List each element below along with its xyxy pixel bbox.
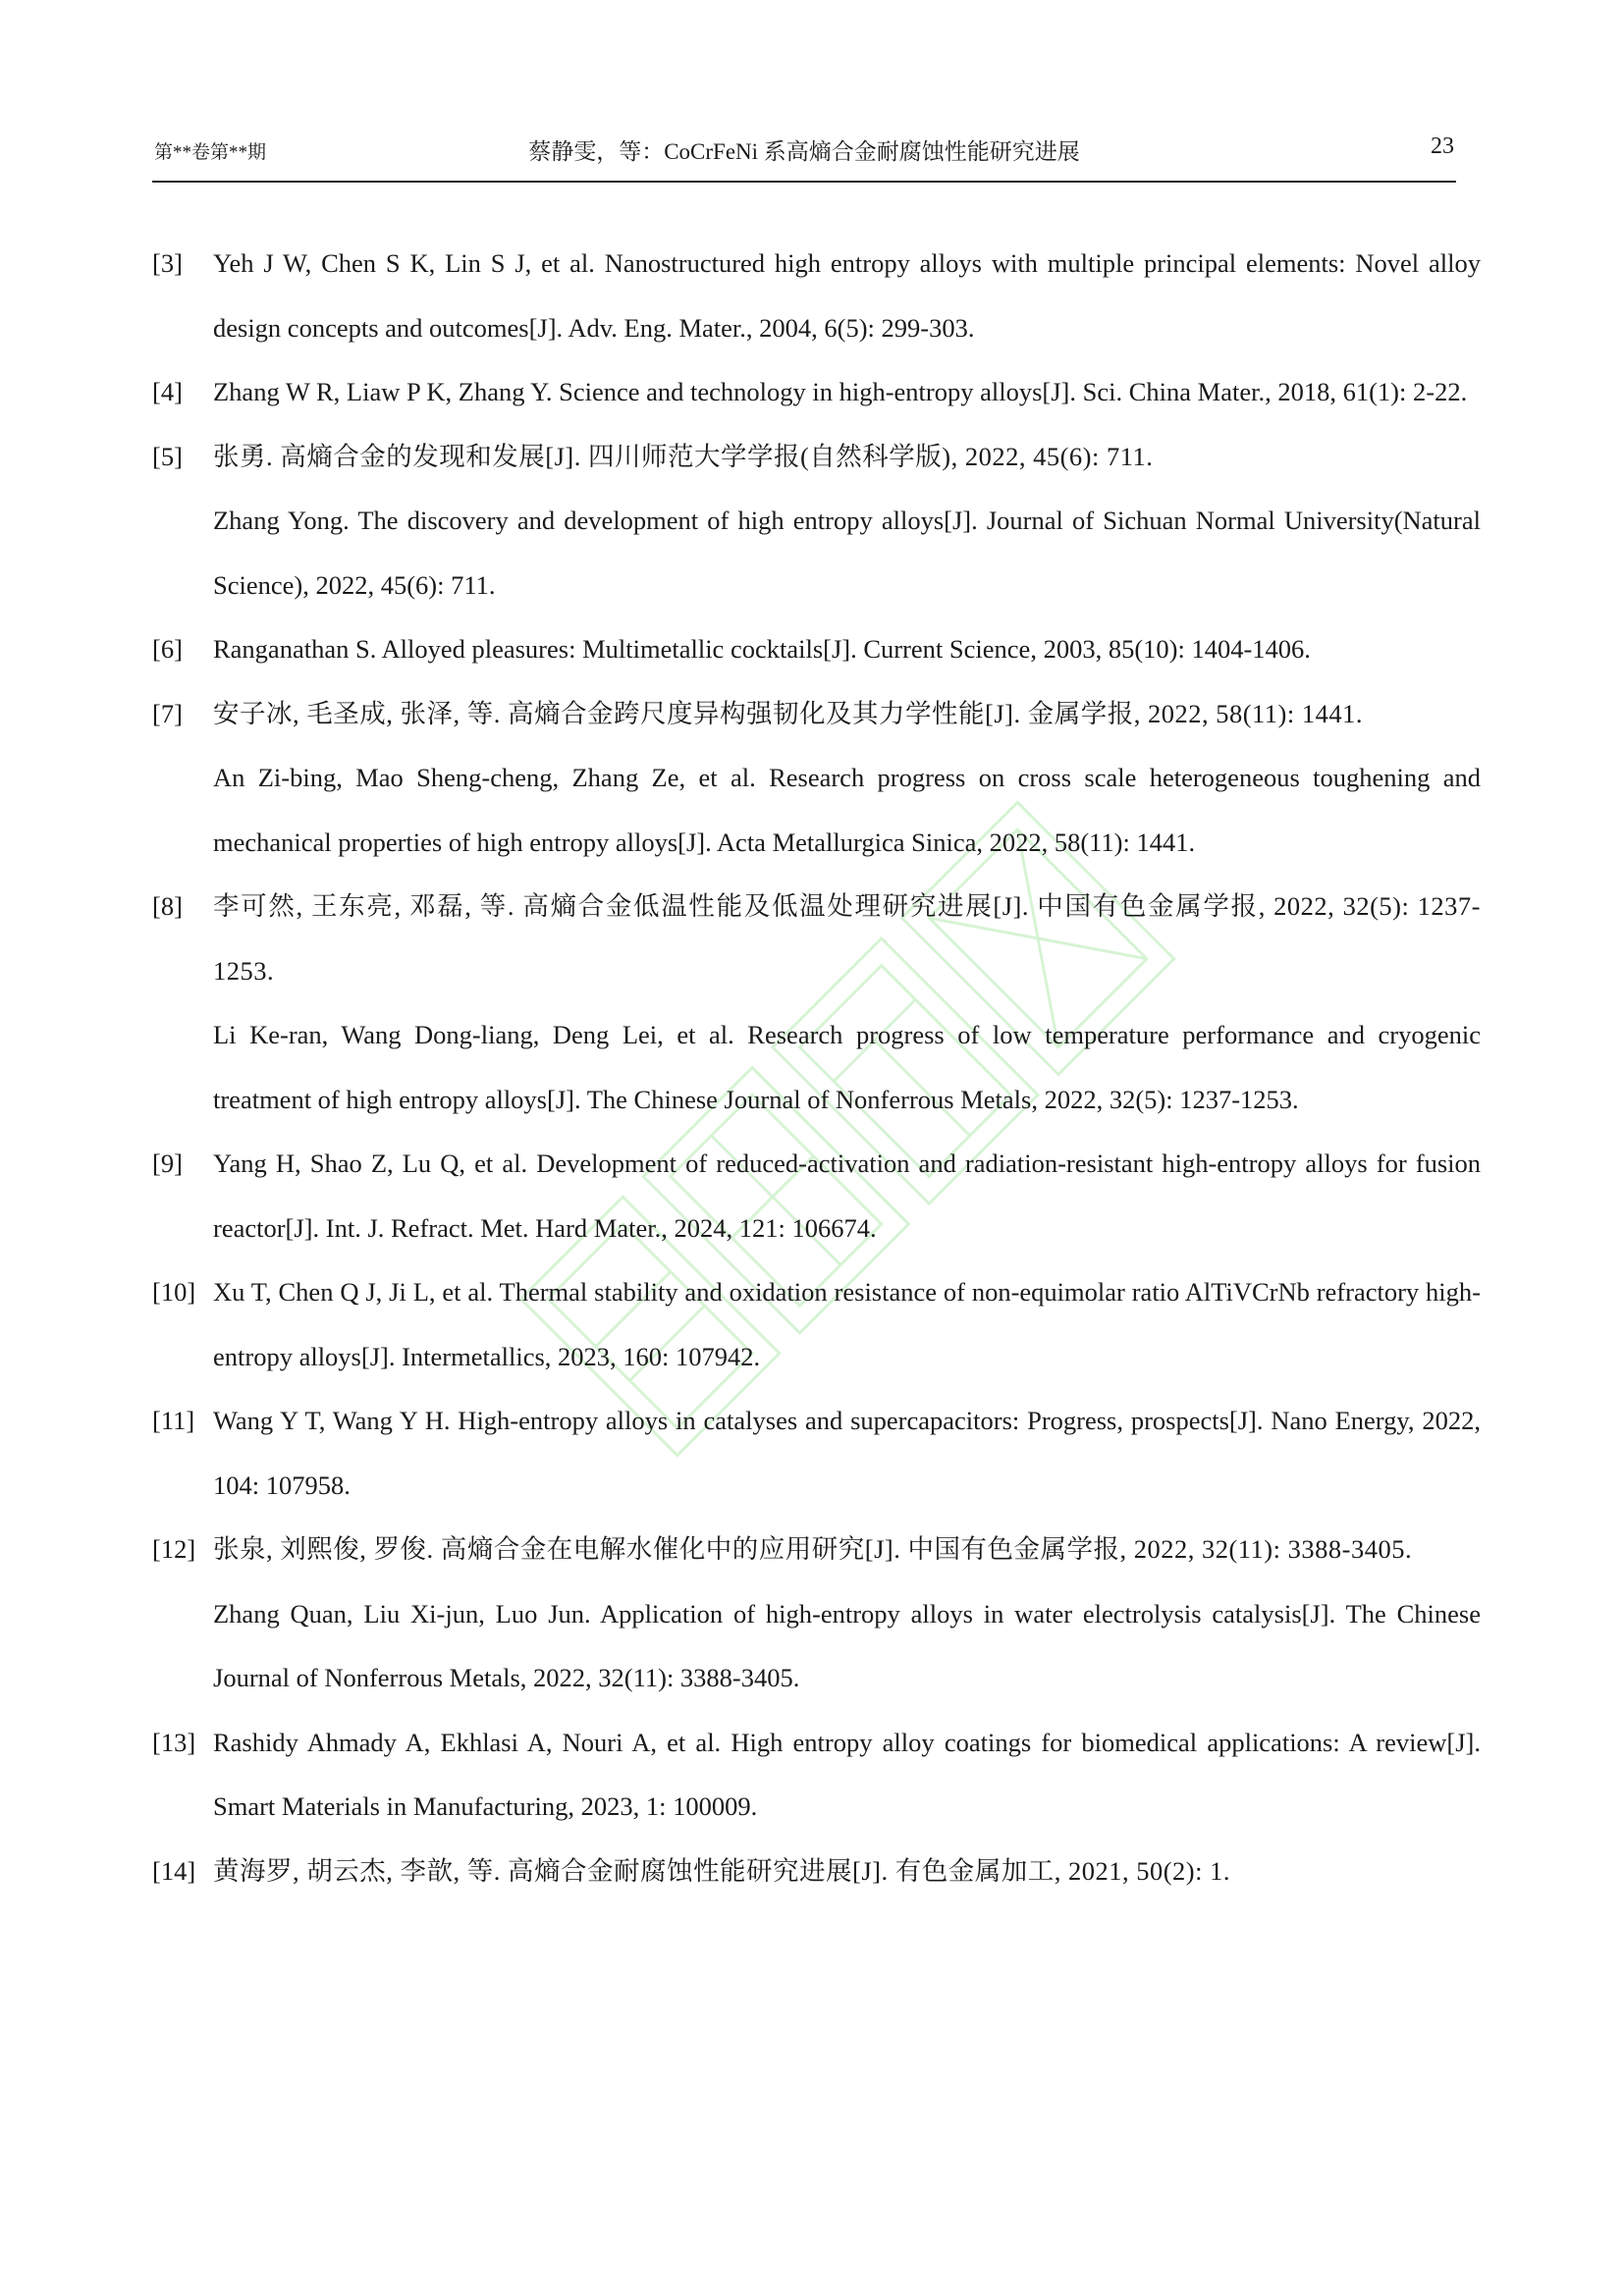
reference-body xyxy=(213,1132,1481,1260)
reference-entry xyxy=(152,875,1481,1132)
reference-number: [11] xyxy=(152,1406,195,1435)
reference-text: Zhang W R, Liaw P K, Zhang Y. Science and technology in high-entropy alloys[J]. Sci. China Mater., 2018, 61(1): 2-22. xyxy=(213,377,1468,406)
reference-entry xyxy=(152,617,1481,682)
reference-body xyxy=(213,1840,1481,1904)
page-number: 23 xyxy=(1431,133,1454,159)
reference-number: [9] xyxy=(152,1148,183,1178)
reference-number: [13] xyxy=(152,1727,196,1757)
reference-text: Yeh J W, Chen S K, Lin S J, et al. Nanostructured high entropy alloys with multiple principal elements: Novel alloy design concepts and outcomes[J]. Adv. Eng. Mater., 2004, 6(5): 299-303. xyxy=(213,248,1481,343)
reference-text: Zhang Yong. The discovery and development of high entropy alloys[J]. Journal of Sichuan Normal University(Natural Science), 2022, 45(6): 711. xyxy=(213,506,1481,600)
reference-body xyxy=(213,617,1481,682)
reference-number: [7] xyxy=(152,698,183,728)
reference-text: Wang Y T, Wang Y H. High-entropy alloys in catalyses and supercapacitors: Progress, prospects[J]. Nano Energy, 2022, 104: 107958. xyxy=(213,1406,1481,1500)
reference-body xyxy=(213,1260,1481,1389)
reference-list xyxy=(152,232,1481,1903)
reference-body xyxy=(213,360,1481,425)
reference-entry xyxy=(152,232,1481,360)
reference-body xyxy=(213,682,1481,876)
reference-entry xyxy=(152,1840,1481,1904)
reference-text: Zhang Quan, Liu Xi-jun, Luo Jun. Application of high-entropy alloys in water electrolysis catalysis[J]. The Chinese Journal of Nonferrous Metals, 2022, 32(11): 3388-3405. xyxy=(213,1598,1481,1692)
reference-text: Xu T, Chen Q J, Ji L, et al. Thermal stability and oxidation resistance of non-equimolar ratio AlTiVCrNb refractory high-entropy alloys[J]. Intermetallics, 2023, 160: 107942. xyxy=(213,1277,1481,1371)
reference-text: 黄海罗, 胡云杰, 李歆, 等. 高熵合金耐腐蚀性能研究进展[J]. 有色金属加工, 2021, 50(2): 1. xyxy=(213,1855,1230,1886)
reference-entry xyxy=(152,682,1481,876)
reference-entry xyxy=(152,1132,1481,1260)
reference-text: 安子冰, 毛圣成, 张泽, 等. 高熵合金跨尺度异构强韧化及其力学性能[J]. 金属学报, 2022, 58(11): 1441. xyxy=(213,698,1363,728)
reference-text: An Zi-bing, Mao Sheng-cheng, Zhang Ze, et al. Research progress on cross scale heterogeneous toughening and mechanical properties of high entropy alloys[J]. Acta Metallurgica Sinica, 2022, 58(11): 1441. xyxy=(213,763,1481,857)
running-title: 蔡静雯，等：CoCrFeNi 系高熵合金耐腐蚀性能研究进展 xyxy=(528,139,1080,164)
running-header xyxy=(152,126,1456,183)
reference-number: [8] xyxy=(152,891,183,921)
reference-text: 张勇. 高熵合金的发现和发展[J]. 四川师范大学学报(自然科学版), 2022, 45(6): 711. xyxy=(213,441,1154,471)
reference-entry xyxy=(152,1518,1481,1711)
reference-body xyxy=(213,425,1481,618)
reference-text: 张泉, 刘熙俊, 罗俊. 高熵合金在电解水催化中的应用研究[J]. 中国有色金属学报, 2022, 32(11): 3388-3405. xyxy=(213,1534,1413,1564)
reference-text: Rashidy Ahmady A, Ekhlasi A, Nouri A, et al. High entropy alloy coatings for biomedical applications: A review[J]. Smart Materials in Manufacturing, 2023, 1: 100009. xyxy=(213,1727,1481,1821)
reference-number: [12] xyxy=(152,1534,196,1564)
reference-body xyxy=(213,1389,1481,1518)
reference-body xyxy=(213,232,1481,360)
reference-body xyxy=(213,1518,1481,1711)
reference-entry xyxy=(152,1711,1481,1840)
reference-number: [14] xyxy=(152,1855,196,1886)
reference-entry xyxy=(152,1389,1481,1518)
reference-number: [3] xyxy=(152,248,183,278)
reference-body xyxy=(213,875,1481,1132)
reference-text: Li Ke-ran, Wang Dong-liang, Deng Lei, et al. Research progress of low temperature performance and cryogenic treatment of high entropy alloys[J]. The Chinese Journal of Nonferrous Metals, 2022, 32(5): 1237-1253. xyxy=(213,1020,1481,1114)
reference-text: 李可然, 王东亮, 邓磊, 等. 高熵合金低温性能及低温处理研究进展[J]. 中国有色金属学报, 2022, 32(5): 1237-1253. xyxy=(213,891,1481,986)
reference-entry xyxy=(152,360,1481,425)
reference-body xyxy=(213,1711,1481,1840)
reference-number: [6] xyxy=(152,634,183,664)
reference-text: Yang H, Shao Z, Lu Q, et al. Development of reduced-activation and radiation-resistant high-entropy alloys for fusion reactor[J]. Int. J. Refract. Met. Hard Mater., 2024, 121: 106674. xyxy=(213,1148,1481,1243)
reference-number: [5] xyxy=(152,441,183,471)
reference-number: [10] xyxy=(152,1277,196,1307)
volume-issue: 第**卷第**期 xyxy=(154,142,267,163)
reference-entry xyxy=(152,425,1481,618)
reference-entry xyxy=(152,1260,1481,1389)
reference-number: [4] xyxy=(152,377,183,406)
reference-text: Ranganathan S. Alloyed pleasures: Multimetallic cocktails[J]. Current Science, 2003, 85(10): 1404-1406. xyxy=(213,634,1311,664)
